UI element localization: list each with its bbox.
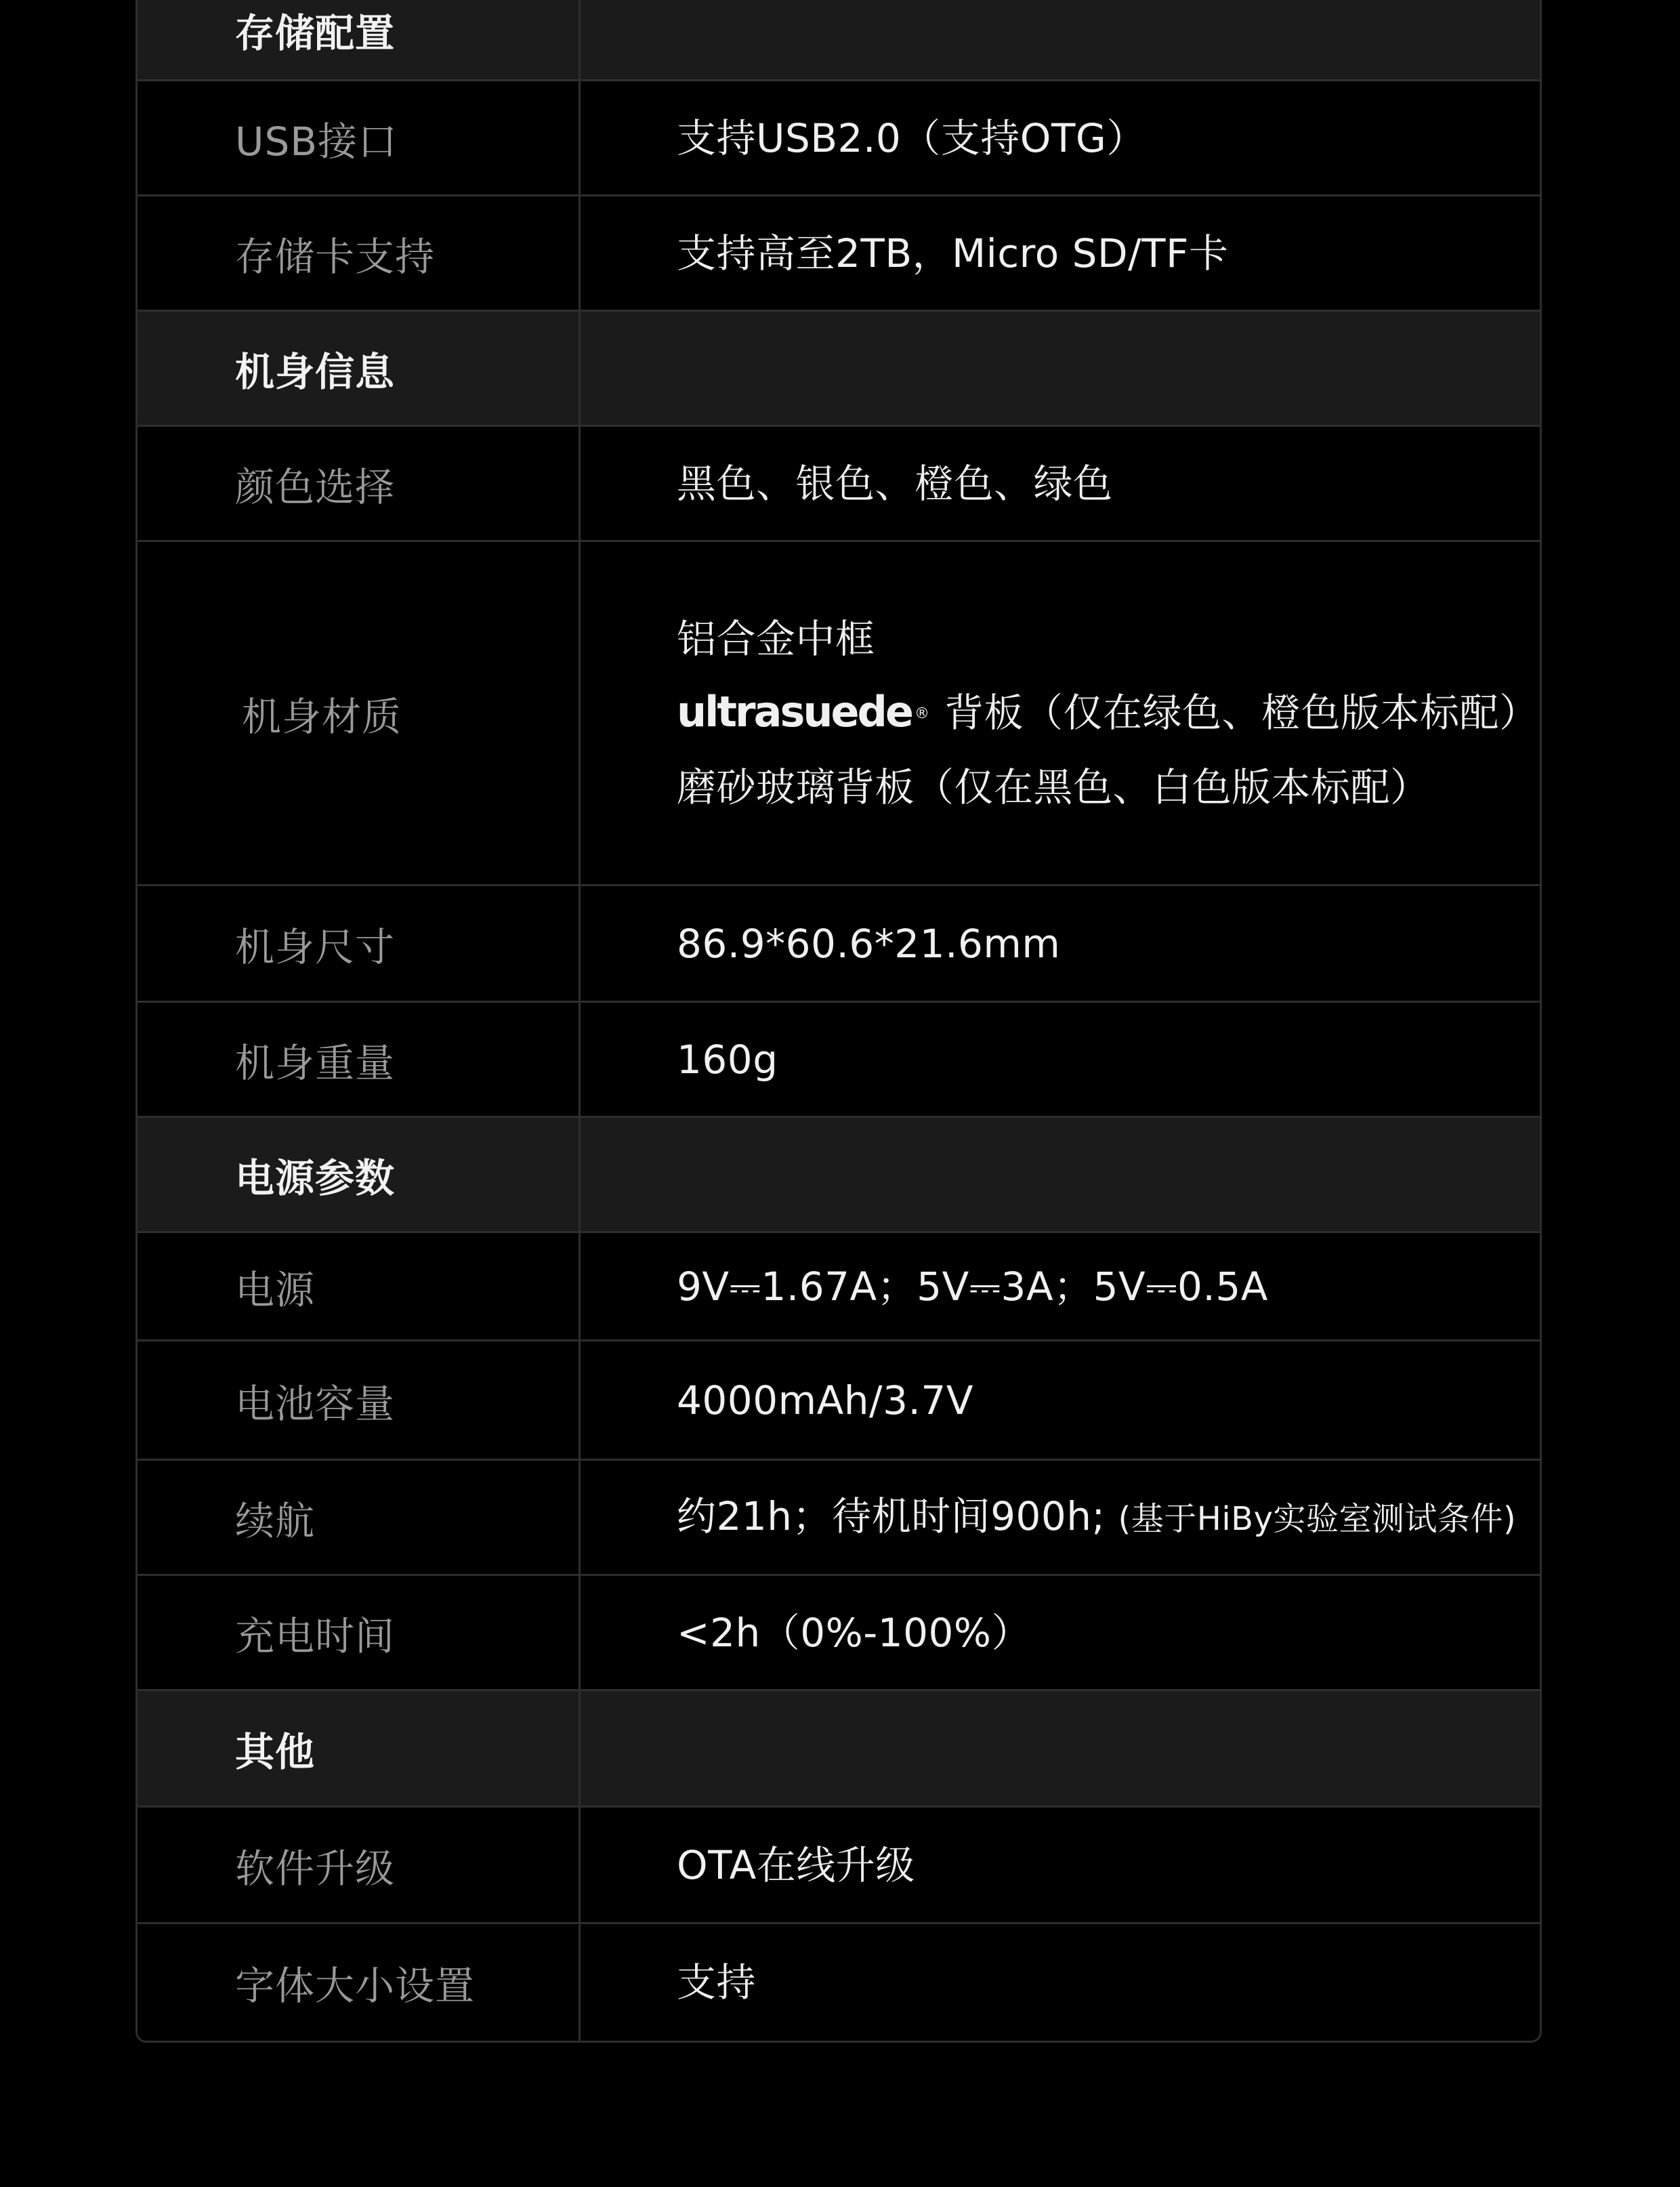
row-value [581,1808,1540,1922]
table-row [138,1461,1540,1576]
row-value-text: 黑色、银色、橙色、绿色 [677,460,1113,507]
section-title: 其他 [138,1691,581,1806]
material-line-frame: 铝合金中框 [677,615,875,662]
row-value [581,427,1540,540]
row-value [581,1341,1540,1459]
row-value-text: 86.9*60.6*21.6mm [677,920,1061,967]
row-value-text: 4000mAh/3.7V [677,1377,973,1423]
row-value-text: 160g [677,1036,778,1083]
row-label: 充电时间 [138,1576,581,1689]
ultrasuede-logo: ultrasuede ® [677,686,929,736]
row-value-text: 支持USB2.0（支持OTG） [677,114,1146,161]
section-row-other [138,1691,1540,1808]
row-label: 存储卡支持 [138,196,581,310]
row-value [581,1576,1540,1689]
row-value-note: (基于HiBy实验室测试条件) [1118,1499,1517,1538]
row-label: 电源 [138,1233,581,1339]
section-title: 存储配置 [138,0,581,79]
table-row [138,1341,1540,1461]
section-value [581,1691,1540,1806]
spec-table [135,0,1542,2043]
row-label: 机身材质 [138,542,581,884]
material-line-suede: ultrasuede ® 背板（仅在绿色、橙色版本标配） [677,686,1539,736]
row-value-text: 支持 [677,1959,757,2005]
table-row-material [138,542,1540,886]
section-value [581,0,1540,79]
row-value [581,1233,1540,1339]
section-row-power [138,1118,1540,1233]
row-label: 颜色选择 [138,427,581,540]
section-title: 电源参数 [138,1118,581,1231]
table-row [138,196,1540,312]
table-row [138,1233,1540,1341]
row-value-text: 9V⎓1.67A；5V⎓3A；5V⎓0.5A [677,1263,1268,1310]
row-value-text: <2h（0%-100%） [677,1609,1032,1656]
table-row [138,427,1540,542]
row-value [581,1003,1540,1116]
row-value-text: OTA在线升级 [677,1841,915,1888]
section-value [581,312,1540,425]
row-label: 软件升级 [138,1808,581,1922]
row-value [581,1461,1540,1574]
row-label: 续航 [138,1461,581,1574]
row-label: 字体大小设置 [138,1924,581,2041]
row-label: 机身重量 [138,1003,581,1116]
section-row-body [138,312,1540,427]
row-value [581,196,1540,310]
row-value [581,81,1540,194]
material-line-glass: 磨砂玻璃背板（仅在黑色、白色版本标配） [677,764,1430,811]
table-row [138,1808,1540,1924]
row-value [581,542,1540,884]
table-row [138,1576,1540,1691]
row-label: 电池容量 [138,1341,581,1459]
table-row [138,886,1540,1003]
row-value [581,886,1540,1001]
row-label: 机身尺寸 [138,886,581,1001]
section-value [581,1118,1540,1231]
table-row [138,1924,1540,2041]
section-title: 机身信息 [138,312,581,425]
row-label: USB接口 [138,81,581,194]
row-value [581,1924,1540,2041]
table-row [138,81,1540,196]
row-value-text: 支持高至2TB，Micro SD/TF卡 [677,230,1229,276]
table-row [138,1003,1540,1118]
row-value-text: 约21h；待机时间900h; (基于HiBy实验室测试条件) [677,1493,1517,1539]
section-row-storage [138,0,1540,81]
